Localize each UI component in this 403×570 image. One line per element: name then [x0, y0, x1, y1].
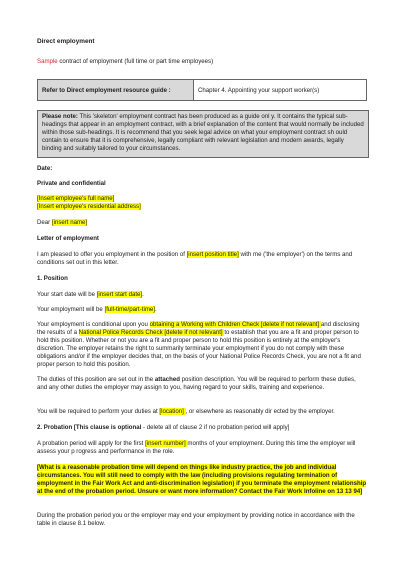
- probation-paragraph: [37, 440, 367, 456]
- probation-guidance-text: [What is a reasonable probation time will depend on things like industry practice, the job and individual circumstances. You will still need to comply with the law (including provisions regulating termination of employment in the Fair Work Act and anti-discrimination legislation) if you terminate the employment relationship at the end of the probation period. Unsure or want more information? Contact the Fair Work Infoline on 13 13 94]: [37, 464, 367, 496]
- police-check-placeholder: National Police Records Check [delete if not relevant]: [78, 329, 225, 337]
- reference-guide-cell: Refer to Direct employment resource guide :: [38, 80, 194, 101]
- letter-heading: Letter of employment: [37, 235, 99, 242]
- location-text-2: , or elsewhere as reasonably dir ected by the employer.: [185, 408, 335, 415]
- employment-type-line: [37, 306, 367, 314]
- sample-label: Sample: [37, 58, 58, 65]
- insert-address-placeholder: [Insert employee's residential address]: [37, 203, 141, 211]
- cond-text-1: Your employment is conditional upon you: [37, 321, 150, 328]
- doc-title: Direct employment: [37, 38, 95, 45]
- position-placeholder: [insert position title]: [186, 251, 239, 258]
- offer-paragraph: [37, 251, 367, 267]
- probation-text-2: months of your employment. During this time the employer will assess your p rogress and performance in the role.: [37, 440, 356, 456]
- probation-months-placeholder: [insert number]: [145, 440, 188, 447]
- please-note-box: [37, 110, 369, 158]
- duties-paragraph: [37, 376, 367, 392]
- cond-text-2: and disclosing the results of a: [37, 321, 360, 337]
- conditions-paragraph: [37, 321, 367, 370]
- start-text: Your start date will be: [37, 291, 97, 298]
- probation-text-1: A probation period will apply for the first: [37, 440, 146, 447]
- employment-text-end: .: [154, 306, 157, 313]
- duties-text-1: The duties of this position are set out in the: [37, 376, 155, 383]
- offer-text-1: I am pleased to offer you employment in the position of: [37, 251, 187, 258]
- doc-subtitle: [37, 58, 367, 66]
- probation-heading-rest: - delete all of clause 2 if no probation period will apply]: [141, 424, 290, 431]
- subtitle-text: contract of employment (full time or part time employees): [57, 58, 214, 65]
- section-probation-heading: [37, 424, 367, 432]
- salutation: [37, 219, 367, 227]
- location-placeholder: [location]: [159, 408, 186, 415]
- insert-name-placeholder: [Insert employee's full name]: [37, 195, 115, 202]
- location-text-1: You will be required to perform your duties at: [37, 408, 160, 415]
- private-confidential: Private and confidential: [37, 180, 106, 187]
- probation-guidance: [37, 464, 367, 496]
- cond-text-3: to establish that you are a fit and proper person to hold this position. Whether or not you are a fit and proper person to hold this position is entirely at the employer's discretion. The employer retains the right to summarily terminate your employment if you do not comply with these obligations and/or if the employer decides that, on the basis of your National Police Records Check, you are not a fit and proper person to hold this position.: [37, 329, 361, 369]
- reference-chapter-cell: Chapter 4. Appointing your support worker(s): [194, 80, 367, 101]
- employment-text: Your employment will be: [37, 306, 105, 313]
- offer-text-2: with me ('the employer') on the terms and conditions set out in this letter.: [37, 251, 353, 267]
- start-date-placeholder: [insert start date]: [96, 291, 143, 298]
- note-label: Please note:: [42, 113, 78, 120]
- employment-type-placeholder: [full-time/part-time]: [104, 306, 155, 313]
- employee-details: [37, 195, 367, 211]
- duties-attached: attached: [154, 376, 180, 383]
- dear-text: Dear: [37, 219, 52, 226]
- wwcc-placeholder: obtaining a Working with Children Check [delete if not relevant]: [149, 321, 321, 328]
- section-position-heading: 1. Position: [37, 275, 68, 282]
- probation-heading-bold: 2. Probation [This clause is optional: [37, 424, 142, 431]
- start-date-line: [37, 291, 367, 299]
- location-line: [37, 408, 367, 416]
- start-text-end: .: [142, 291, 144, 298]
- probation-notice-paragraph: During the probation period you or the employer may end your employment by providing notice in accordance with the table in clause 8.1 below.: [37, 512, 355, 528]
- reference-table: [37, 79, 367, 101]
- duties-text-2: position description. You will be required to perform these duties, and any other duties the employer may assign to you, having regard to your skills, training and experience.: [37, 376, 356, 392]
- date-label: Date:: [37, 165, 53, 172]
- dear-name-placeholder: [insert name]: [51, 219, 88, 226]
- note-text: This 'skeleton' employment contract has been produced as a guide onl y. It contains the typical sub-headings that appear in an employment contract, with a brief explanation of the content that would normally be included within those sub-headings. It is recommend that you seek legal advice on what your employment contract sh ould contain to ensure that it is comprehensive, legally compliant with relevant legislation and modern awards, legally binding and suitably tailored to your circumstances.: [42, 113, 364, 152]
